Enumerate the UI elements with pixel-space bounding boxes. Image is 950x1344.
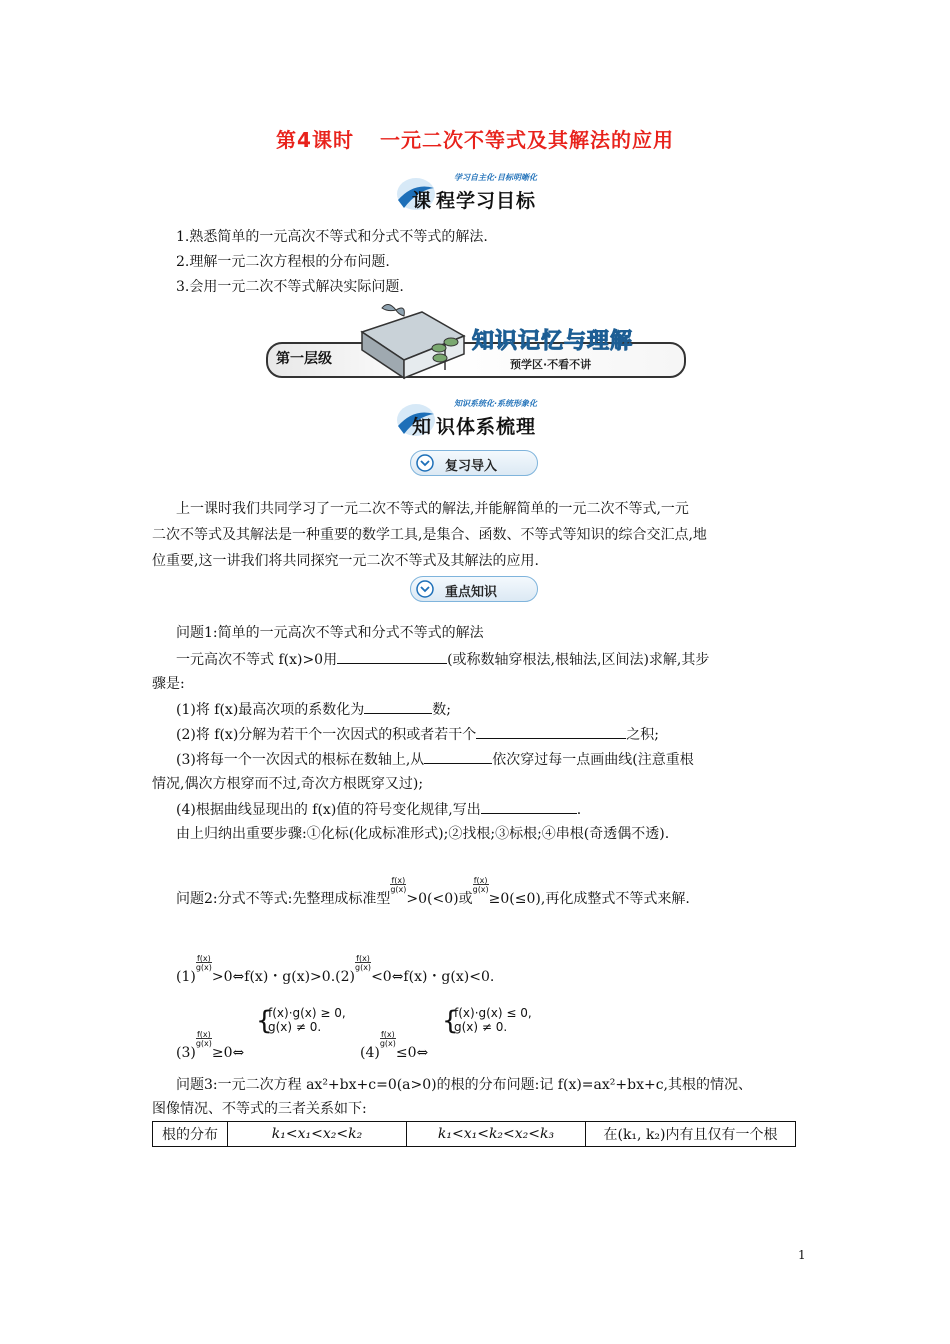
- table-cell: k₁<x₁<k₂<x₂<k₃: [407, 1122, 586, 1147]
- blank-method[interactable]: [337, 648, 447, 664]
- fraction-f-over-g: $\frac{f(x)}{g(x)}$: [355, 954, 372, 972]
- key-points-pill-label: 重点知识: [445, 585, 498, 600]
- level-label: 第一层级: [276, 351, 332, 367]
- table-cell: 在(k₁, k₂)内有且仅有一个根: [586, 1122, 796, 1147]
- goal-1: 1.熟悉简单的一元高次不等式和分式不等式的解法.: [176, 229, 488, 245]
- q3-line-1: 问题3:一元二次方程 ax²+bx+c=0(a>0)的根的分布问题:记 f(x)=ax²+bx+c,其根的情况、: [176, 1077, 752, 1093]
- level-title: 知识记忆与理解: [472, 329, 634, 354]
- banner-subtitle: 知识系统化·系统形象化: [454, 399, 538, 408]
- goal-2: 2.理解一元二次方程根的分布问题.: [176, 254, 390, 270]
- plant-icon: [430, 330, 460, 370]
- fraction-f-over-g: $\frac{f(x)}{g(x)}$: [379, 1030, 396, 1048]
- blank-factor[interactable]: [476, 723, 626, 739]
- page-title: [0, 124, 950, 153]
- q2-rule3: ≥0⇔: [211, 1045, 245, 1061]
- q1-step2-b: 之积;: [626, 727, 659, 743]
- level-subtitle: 预学区·不看不讲: [510, 358, 592, 371]
- table-cell: k₁<x₁<x₂<k₂: [228, 1122, 407, 1147]
- q1-intro-b: (或称数轴穿根法,根轴法,区间法)求解,其步: [447, 652, 710, 668]
- key-points-pill: [410, 576, 538, 602]
- chevron-down-icon: [415, 453, 435, 473]
- q2-rule3-num: (3): [176, 1045, 196, 1061]
- q1-intro-a: 一元高次不等式 f(x)>0用: [176, 652, 338, 668]
- q3-line-2: 图像情况、不等式的三者关系如下:: [152, 1101, 367, 1117]
- learning-goals-banner: [394, 170, 564, 216]
- q2-rule4-num: (4): [360, 1045, 380, 1061]
- q1-heading: 问题1:简单的一元高次不等式和分式不等式的解法: [176, 625, 484, 641]
- banner-title: 识体系梳理: [436, 416, 537, 438]
- review-line-3: 位重要,这一讲我们将共同探究一元二次不等式及其解法的应用.: [152, 553, 539, 569]
- blank-solution-set[interactable]: [481, 798, 577, 814]
- fraction-f-over-g: $\frac{f(x)}{g(x)}$: [472, 876, 489, 894]
- banner-lead-char: 课: [412, 190, 433, 212]
- q1-step2-a: (2)将 f(x)分解为若干个一次因式的积或者若干个: [176, 727, 477, 743]
- banner-title: 程学习目标: [436, 190, 537, 212]
- page-number: 1: [798, 1248, 806, 1262]
- review-line-1: 上一课时我们共同学习了一元二次不等式的解法,并能解简单的一元二次不等式,一元: [176, 501, 689, 517]
- fraction-f-over-g: $\frac{f(x)}{g(x)}$: [195, 1030, 212, 1048]
- q2-text-c: ≥0(≤0),再化成整式不等式来解.: [488, 891, 690, 907]
- q2-rule1-num: (1): [176, 969, 196, 985]
- goal-3: 3.会用一元二次不等式解决实际问题.: [176, 279, 404, 295]
- title-topic: 一元二次不等式及其解法的应用: [379, 128, 674, 152]
- q1-step3-a: (3)将每一个一次因式的根标在数轴上,从: [176, 752, 425, 768]
- q1-step4-a: (4)根据曲线显现出的 f(x)值的符号变化规律,写出: [176, 802, 481, 818]
- review-pill-label: 复习导入: [445, 459, 498, 474]
- table-cell: 根的分布: [153, 1122, 228, 1147]
- q2-rule4: ≤0⇔: [395, 1045, 429, 1061]
- q2-text-b: >0(<0)或: [406, 891, 473, 907]
- banner-subtitle: 学习自主化·目标明晰化: [454, 173, 538, 182]
- chevron-down-icon: [415, 579, 435, 599]
- fraction-f-over-g: $\frac{f(x)}{g(x)}$: [195, 954, 212, 972]
- q1-step3-b: 依次穿过每一点画曲线(注意重根: [492, 752, 694, 768]
- level-banner: [266, 300, 686, 386]
- knowledge-banner: [394, 396, 564, 442]
- q1-step4-b: .: [576, 802, 582, 818]
- banner-lead-char: 知: [412, 416, 433, 438]
- review-line-2: 二次不等式及其解法是一种重要的数学工具,是集合、函数、不等式等知识的综合交汇点,地: [152, 527, 707, 543]
- fraction-f-over-g: $\frac{f(x)}{g(x)}$: [390, 876, 407, 894]
- condition-system-3: { f(x)·g(x) ≥ 0, g(x) ≠ 0.: [256, 1006, 346, 1036]
- q1-intro-c: 骤是:: [152, 676, 185, 692]
- review-pill: [410, 450, 538, 476]
- title-lesson: 第4课时: [276, 128, 354, 152]
- table-row: [153, 1122, 796, 1147]
- q1-step1-b: 数;: [432, 702, 452, 718]
- root-distribution-table: [152, 1121, 796, 1147]
- blank-coefficient[interactable]: [364, 698, 432, 714]
- condition-system-4: { f(x)·g(x) ≤ 0, g(x) ≠ 0.: [442, 1006, 532, 1036]
- q2-rule2-num: (2): [335, 969, 355, 985]
- q2-rule2: <0⇔f(x)・g(x)<0.: [371, 969, 495, 985]
- q1-summary: 由上归纳出重要步骤:①化标(化成标准形式);②找根;③标根;④串根(奇透偶不透).: [176, 826, 670, 842]
- blank-direction[interactable]: [424, 748, 492, 764]
- q1-step3-c: 情况,偶次方根穿而不过,奇次方根既穿又过);: [152, 776, 424, 792]
- q2-text-a: 问题2:分式不等式:先整理成标准型: [176, 891, 391, 907]
- q1-step1-a: (1)将 f(x)最高次项的系数化为: [176, 702, 365, 718]
- q2-rule1: >0⇔f(x)・g(x)>0.: [211, 969, 336, 985]
